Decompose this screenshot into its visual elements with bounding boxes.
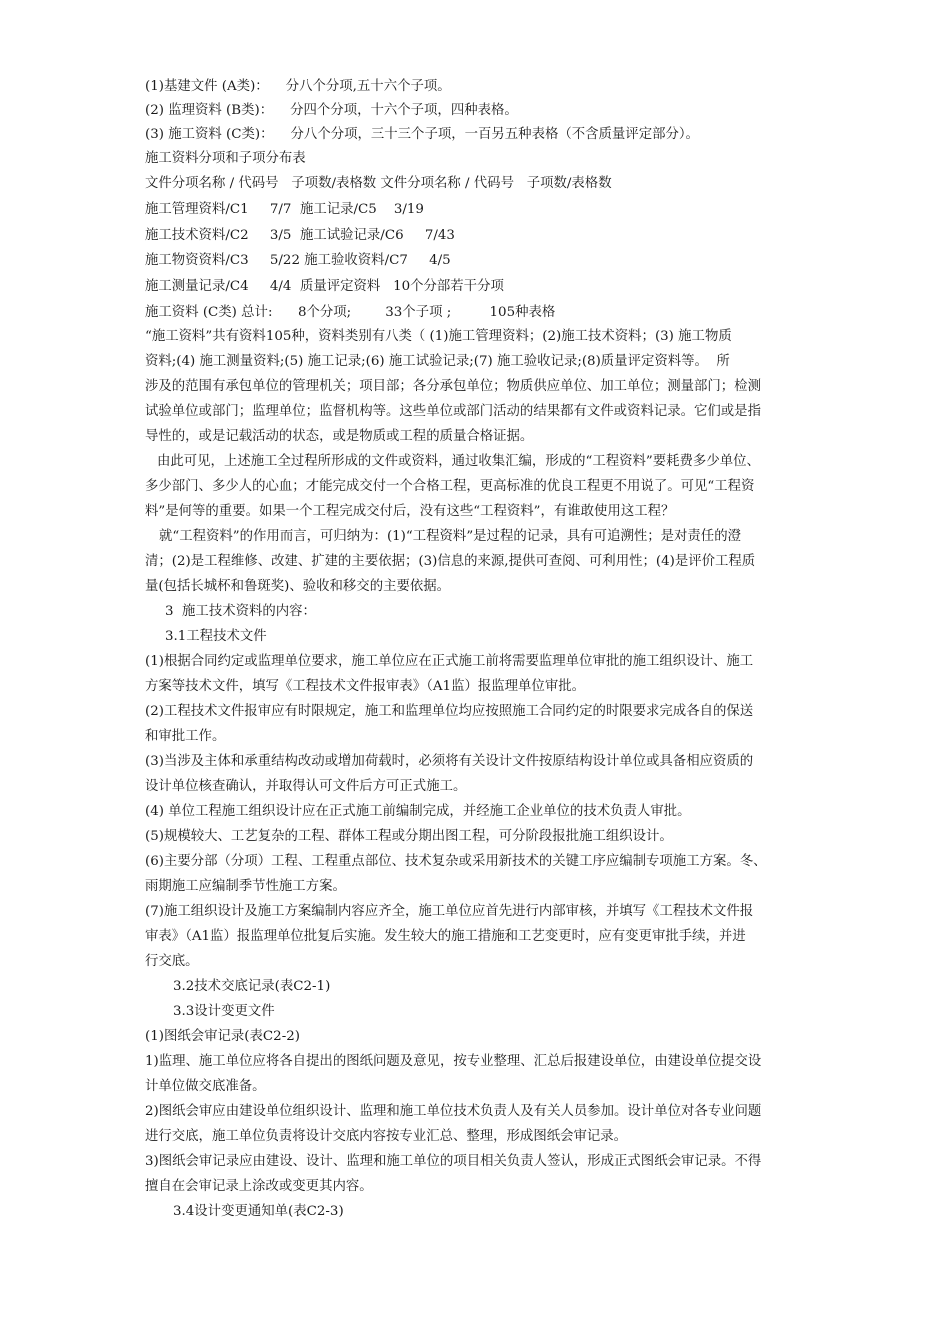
text-line: 施工技术资料/C2 3/5 施工试验记录/C6 7/43: [145, 228, 455, 243]
text-line: 擅自在会审记录上涂改或变更其内容。: [145, 1179, 373, 1194]
text-line: 文件分项名称 / 代码号 子项数/表格数 文件分项名称 / 代码号 子项数/表格数: [145, 176, 612, 191]
text-line: 审表》（A1监）报监理单位批复后实施。发生较大的施工措施和工艺变更时，应有变更审批手续，并进: [145, 929, 746, 944]
text-line: (2)工程技术文件报审应有时限规定，施工和监理单位均应按照施工合同约定的时限要求完成各自的保送: [145, 704, 754, 719]
text-line: 3.2技术交底记录(表C2-1): [173, 979, 331, 994]
text-line: 清；(2)是工程维修、改建、扩建的主要依据；(3)信息的来源,提供可查阅、可利用性；(4)是评价工程质: [145, 554, 756, 569]
text-line: 施工管理资料/C1 7/7 施工记录/C5 3/19: [145, 202, 424, 217]
text-line: 试验单位或部门；监理单位；监督机构等。这些单位或部门活动的结果都有文件或资料记录。它们或是指: [145, 404, 761, 419]
text-line: (2) 监理资料 (B类)： 分四个分项，十六个子项，四种表格。: [145, 103, 518, 118]
text-line: 进行交底，施工单位负责将设计交底内容按专业汇总、整理，形成图纸会审记录。: [145, 1129, 628, 1144]
text-line: 量(包括长城杯和鲁斑奖)、验收和移交的主要依据。: [145, 579, 451, 594]
text-line: 就“工程资料”的作用而言，可归纳为：(1)“工程资料”是过程的记录，具有可追溯性；是对责任的澄: [159, 529, 741, 544]
text-line: 施工资料分项和子项分布表: [145, 151, 306, 166]
text-line: 3)图纸会审记录应由建设、设计、监理和施工单位的项目相关负责人签认，形成正式图纸会审记录。不得: [145, 1154, 762, 1169]
text-line: (4) 单位工程施工组织设计应在正式施工前编制完成，并经施工企业单位的技术负责人审批。: [145, 804, 691, 819]
text-line: 施工物资资料/C3 5/22 施工验收资料/C7 4/5: [145, 253, 451, 268]
text-line: (3)当涉及主体和承重结构改动或增加荷载时，必须将有关设计文件按原结构设计单位或具备相应资质的: [145, 754, 754, 769]
text-line: 行交底。: [145, 954, 199, 969]
text-line: 导性的，或是记载活动的状态，或是物质或工程的质量合格证据。: [145, 429, 534, 444]
text-line: 和审批工作。: [145, 729, 226, 744]
text-line: 施工资料 (C类) 总计: 8个分项; 33个子项 ; 105种表格: [145, 305, 556, 320]
text-line: 2)图纸会审应由建设单位组织设计、监理和施工单位技术负责人及有关人员参加。设计单位对各专业问题: [145, 1104, 762, 1119]
text-line: 涉及的范围有承包单位的管理机关；项目部；各分承包单位；物质供应单位、加工单位；测量部门；检测: [145, 379, 761, 394]
text-line: 计单位做交底准备。: [145, 1079, 266, 1094]
text-line: 资料;(4) 施工测量资料;(5) 施工记录;(6) 施工试验记录;(7) 施工验收记录;(8)质量评定资料等。 所: [145, 354, 730, 369]
text-line: (3) 施工资料 (C类)： 分八个分项，三十三个子项，一百另五种表格（不含质量评定部分）。: [145, 127, 699, 142]
text-line: 方案等技术文件，填写《工程技术文件报审表》（A1监）报监理单位审批。: [145, 679, 585, 694]
text-line: “施工资料”共有资料105种，资料类别有八类（ (1)施工管理资料；(2)施工技术资料；(3) 施工物质: [145, 329, 732, 344]
text-line: 3.1工程技术文件: [165, 629, 267, 644]
text-line: (1)基建文件 (A类)： 分八个分项,五十六个子项。: [145, 79, 451, 94]
text-line: 3.4设计变更通知单(表C2-3): [173, 1204, 344, 1219]
text-line: 设计单位核查确认，并取得认可文件后方可正式施工。: [145, 779, 467, 794]
text-line: (1)根据合同约定或监理单位要求，施工单位应在正式施工前将需要监理单位审批的施工组织设计、施工: [145, 654, 754, 669]
text-line: 3 施工技术资料的内容：: [165, 604, 316, 619]
text-line: 施工测量记录/C4 4/4 质量评定资料 10个分部若干分项: [145, 279, 504, 294]
text-line: (1)图纸会审记录(表C2-2): [145, 1029, 300, 1044]
text-line: 多少部门、多少人的心血；才能完成交付一个合格工程，更高标准的优良工程更不用说了。可见“工程资: [145, 479, 755, 494]
text-line: 料”是何等的重要。如果一个工程完成交付后，没有这些“工程资料”，有谁敢使用这工程？: [145, 504, 675, 519]
text-line: (5)规模较大、工艺复杂的工程、群体工程或分期出图工程，可分阶段报批施工组织设计。: [145, 829, 673, 844]
text-line: (7)施工组织设计及施工方案编制内容应齐全，施工单位应首先进行内部审核，并填写《工程技术文件报: [145, 904, 754, 919]
text-line: 1)监理、施工单位应将各自提出的图纸问题及意见，按专业整理、汇总后报建设单位，由建设单位提交设: [145, 1054, 762, 1069]
text-line: (6)主要分部（分项）工程、工程重点部位、技术复杂或采用新技术的关键工序应编制专项施工方案。冬、: [145, 854, 767, 869]
text-line: 由此可见，上述施工全过程所形成的文件或资料，通过收集汇编，形成的“工程资料”要耗费多少单位、: [157, 454, 760, 469]
text-line: 雨期施工应编制季节性施工方案。: [145, 879, 346, 894]
text-line: 3.3设计变更文件: [173, 1004, 275, 1019]
